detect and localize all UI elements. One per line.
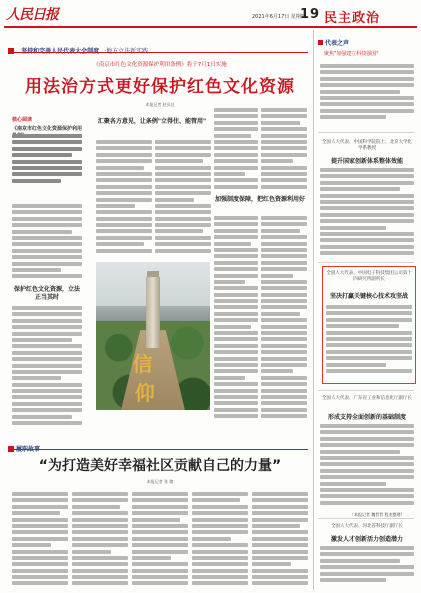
- intro-label: 核心阅读: [12, 117, 33, 123]
- article-body-col3a: [214, 108, 258, 192]
- subhead-protect: 保护红色文化资源，立法正当其时: [13, 286, 80, 301]
- intro-box: [12, 126, 82, 198]
- highlight-lead: 全国人大代表、中国电子科技集团公司第十四研究所副所长: [326, 271, 412, 282]
- article-body-col1b: [12, 306, 82, 432]
- bottom-headline: “为打造美好幸福社区贡献自己的力量”: [38, 458, 282, 474]
- highlight-body: [326, 305, 412, 381]
- memorial-photo: [96, 262, 210, 410]
- article-body-col2a: [96, 140, 152, 258]
- article-body-col3b: [261, 108, 307, 192]
- photo-glyph-yang: 仰: [134, 381, 155, 406]
- page-number: 19: [300, 7, 321, 22]
- bottom-body-col3: [132, 492, 188, 588]
- right-signature: （本报记者 魏哲哲 程龙整理）: [350, 512, 405, 517]
- section-label-bar: [8, 40, 308, 50]
- photo-glyph-xin: 信: [132, 351, 153, 376]
- right-separator-3: [318, 390, 414, 391]
- article-headline: 用法治方式更好保护红色文化资源: [25, 77, 295, 97]
- right-item4-body: [320, 546, 414, 586]
- article-body-col2b: [155, 140, 211, 258]
- bottom-body-col4: [192, 492, 248, 588]
- highlight-box: [322, 266, 416, 384]
- article-body-col3d: [261, 216, 307, 426]
- page-title: 民主政治: [324, 11, 381, 26]
- bottom-body-col2: [72, 492, 128, 588]
- subhead-utilize: 加强制度保障，把红色资源利用好: [214, 196, 305, 203]
- section-square-icon: [318, 40, 323, 45]
- newspaper-logo: 人民日报: [6, 7, 58, 23]
- highlight-head: 坚决打赢关键核心技术攻坚战: [329, 293, 408, 300]
- intro-body: [12, 134, 82, 196]
- article-byline: 本报记者 赵贝佳: [145, 102, 175, 107]
- bottom-body-col1: [12, 492, 68, 588]
- right-item4-head: 激发人才创新活力创造潜力: [330, 536, 403, 543]
- right-item1-lead: 全国人大代表、中国科学院院士、北京大学化学系教授: [322, 140, 412, 151]
- right-item3-body: [320, 424, 414, 512]
- right-separator-1: [318, 132, 414, 133]
- subhead-consult: 汇聚各方意见，让条例"立得住、能管用": [97, 118, 207, 125]
- right-item1-body: [320, 168, 414, 260]
- bottom-body-col5: [252, 492, 308, 588]
- intro-text: 《南京市红色文化资源保护利用: [12, 126, 83, 132]
- bottom-section-rule: [8, 449, 308, 450]
- right-separator-2: [318, 262, 414, 263]
- right-section-text: 代表之声: [325, 40, 350, 47]
- right-item3-head: 形成支持全面创新的基础制度: [327, 414, 406, 421]
- article-kicker: 《南京市红色文化资源保护利用条例》将于7月1日实施: [93, 62, 227, 68]
- right-item1-head: 提升国家创新体系整体效能: [330, 158, 403, 165]
- right-separator-4: [318, 518, 414, 519]
- bottom-byline: 本报记者 张 璁: [146, 479, 174, 484]
- article-body-col1a: [12, 204, 82, 282]
- right-item4-lead: 全国人大代表、河北省科技厅副厅长: [331, 524, 403, 529]
- section-rule: [8, 52, 308, 53]
- right-intro-body: [320, 64, 414, 124]
- right-section-sub: 聚焦"加强建立科技强国": [324, 51, 379, 57]
- bottom-section-bar: [8, 438, 308, 448]
- right-item3-lead: 全国人大代表、广东省工业和信息化厅副厅长: [322, 396, 412, 401]
- masthead: [4, 4, 417, 28]
- right-section-label: [318, 38, 349, 47]
- issue-date: 2021年6月17日 星期四: [252, 14, 306, 20]
- article-body-col3c: [214, 216, 258, 426]
